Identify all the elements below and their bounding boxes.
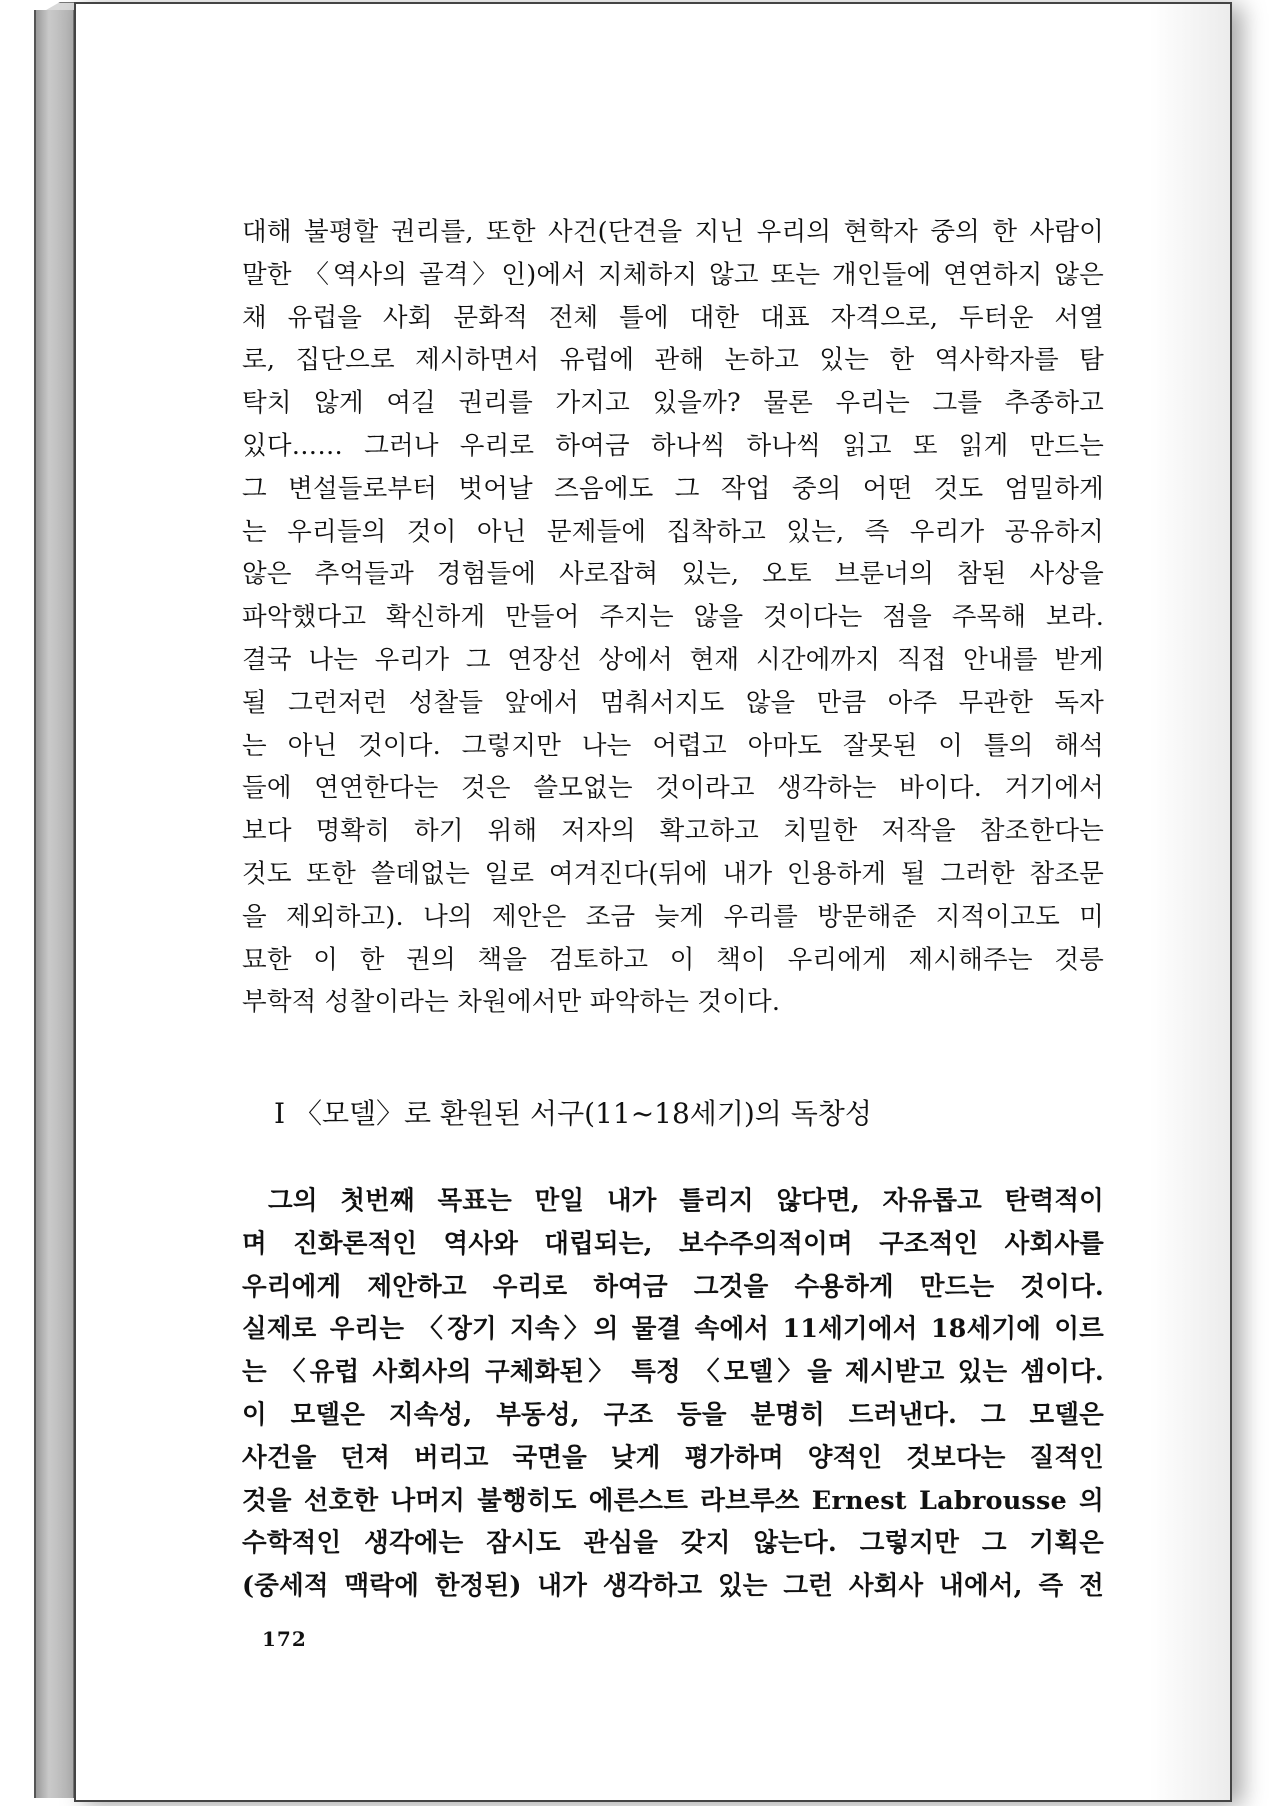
- text-line: 수학적인 생각에는 잠시도 관심을 갖지 않는다. 그렇지만 그 기획은: [242, 1528, 1104, 1559]
- text-line: 실제로 우리는 〈장기 지속〉의 물결 속에서 11세기에서 18세기에 이르: [242, 1314, 1104, 1345]
- text-line: 말한 〈역사의 골격〉인)에서 지체하지 않고 또는 개인들에 연연하지 않은: [242, 259, 1104, 290]
- text-line: 며 진화론적인 역사와 대립되는, 보수주의적이며 구조적인 사회사를: [242, 1228, 1104, 1259]
- text-line: 이 모델은 지속성, 부동성, 구조 등을 분명히 드러낸다. 그 모델은: [242, 1399, 1104, 1430]
- text-line: 을 제외하고). 나의 제안은 조금 늦게 우리를 방문해준 지적이고도 미: [242, 901, 1104, 932]
- book-spine: [34, 10, 74, 1798]
- text-line: 채 유럽을 사회 문화적 전체 틀에 대한 대표 자격으로, 두터운 서열: [242, 302, 1104, 333]
- text-line: 는 〈유럽 사회사의 구체화된〉 특정 〈모델〉을 제시받고 있는 셈이다.: [242, 1357, 1104, 1388]
- text-line: (중세적 맥락에 한정된) 내가 생각하고 있는 그런 사회사 내에서, 즉 전: [242, 1571, 1104, 1602]
- text-line: 않은 추억들과 경험들에 사로잡혀 있는, 오토 브룬너의 참된 사상을: [242, 559, 1104, 590]
- text-line: 우리에게 제안하고 우리로 하여금 그것을 수용하게 만드는 것이다.: [242, 1271, 1104, 1302]
- text-line: 부학적 성찰이라는 차원에서만 파악하는 것이다.: [242, 987, 781, 1018]
- text-line: 있다…… 그러나 우리로 하여금 하나씩 하나씩 읽고 또 읽게 만드는: [242, 430, 1104, 461]
- text-line: 보다 명확히 하기 위해 저자의 확고하고 치밀한 저작을 참조한다는: [242, 816, 1104, 847]
- text-line: 로, 집단으로 제시하면서 유럽에 관해 논하고 있는 한 역사학자를 탐: [242, 345, 1104, 376]
- section-heading: I 〈모델〉로 환원된 서구(11~18세기)의 독창성: [274, 1097, 872, 1130]
- text-line: 파악했다고 확신하게 만들어 주지는 않을 것이다는 점을 주목해 보라.: [242, 602, 1104, 633]
- text-line: 들에 연연한다는 것은 쓸모없는 것이라고 생각하는 바이다. 거기에서: [242, 773, 1104, 804]
- paragraph-2: [242, 1180, 1104, 1608]
- text-line: 묘한 이 한 권의 책을 검토하고 이 책이 우리에게 제시해주는 것릉: [242, 944, 1104, 975]
- text-line: 그 변설들로부터 벗어날 즈음에도 그 작업 중의 어떤 것도 엄밀하게: [242, 473, 1104, 504]
- text-line: 사건을 던져 버리고 국면을 낮게 평가하며 양적인 것보다는 질적인: [242, 1442, 1104, 1473]
- text-line: 것도 또한 쓸데없는 일로 여겨진다(뒤에 내가 인용하게 될 그러한 참조문: [242, 858, 1104, 889]
- text-line: 는 아닌 것이다. 그렇지만 나는 어렵고 아마도 잘못된 이 틀의 해석: [242, 730, 1104, 761]
- text-line: 될 그런저런 성찰들 앞에서 멈춰서지도 않을 만큼 아주 무관한 독자: [242, 687, 1104, 718]
- text-line: 대해 불평할 권리를, 또한 사건(단견을 지닌 우리의 현학자 중의 한 사람이: [242, 217, 1104, 247]
- page-number: 172: [262, 1627, 307, 1651]
- text-line: 것을 선호한 나머지 불행히도 에른스트 라브루쓰 Ernest Labrousse 의: [242, 1485, 1104, 1516]
- text-line: 탁치 않게 여길 권리를 가지고 있을까? 물론 우리는 그를 추종하고: [242, 388, 1104, 419]
- paragraph-1: [242, 211, 1104, 1024]
- text-line: 그의 첫번째 목표는 만일 내가 틀리지 않다면, 자유롭고 탄력적이: [268, 1186, 1104, 1216]
- text-line: 는 우리들의 것이 아닌 문제들에 집착하고 있는, 즉 우리가 공유하지: [242, 516, 1104, 547]
- text-line: 결국 나는 우리가 그 연장선 상에서 현재 시간에까지 직접 안내를 받게: [242, 644, 1104, 675]
- page-edge-shadow: [1150, 4, 1230, 1800]
